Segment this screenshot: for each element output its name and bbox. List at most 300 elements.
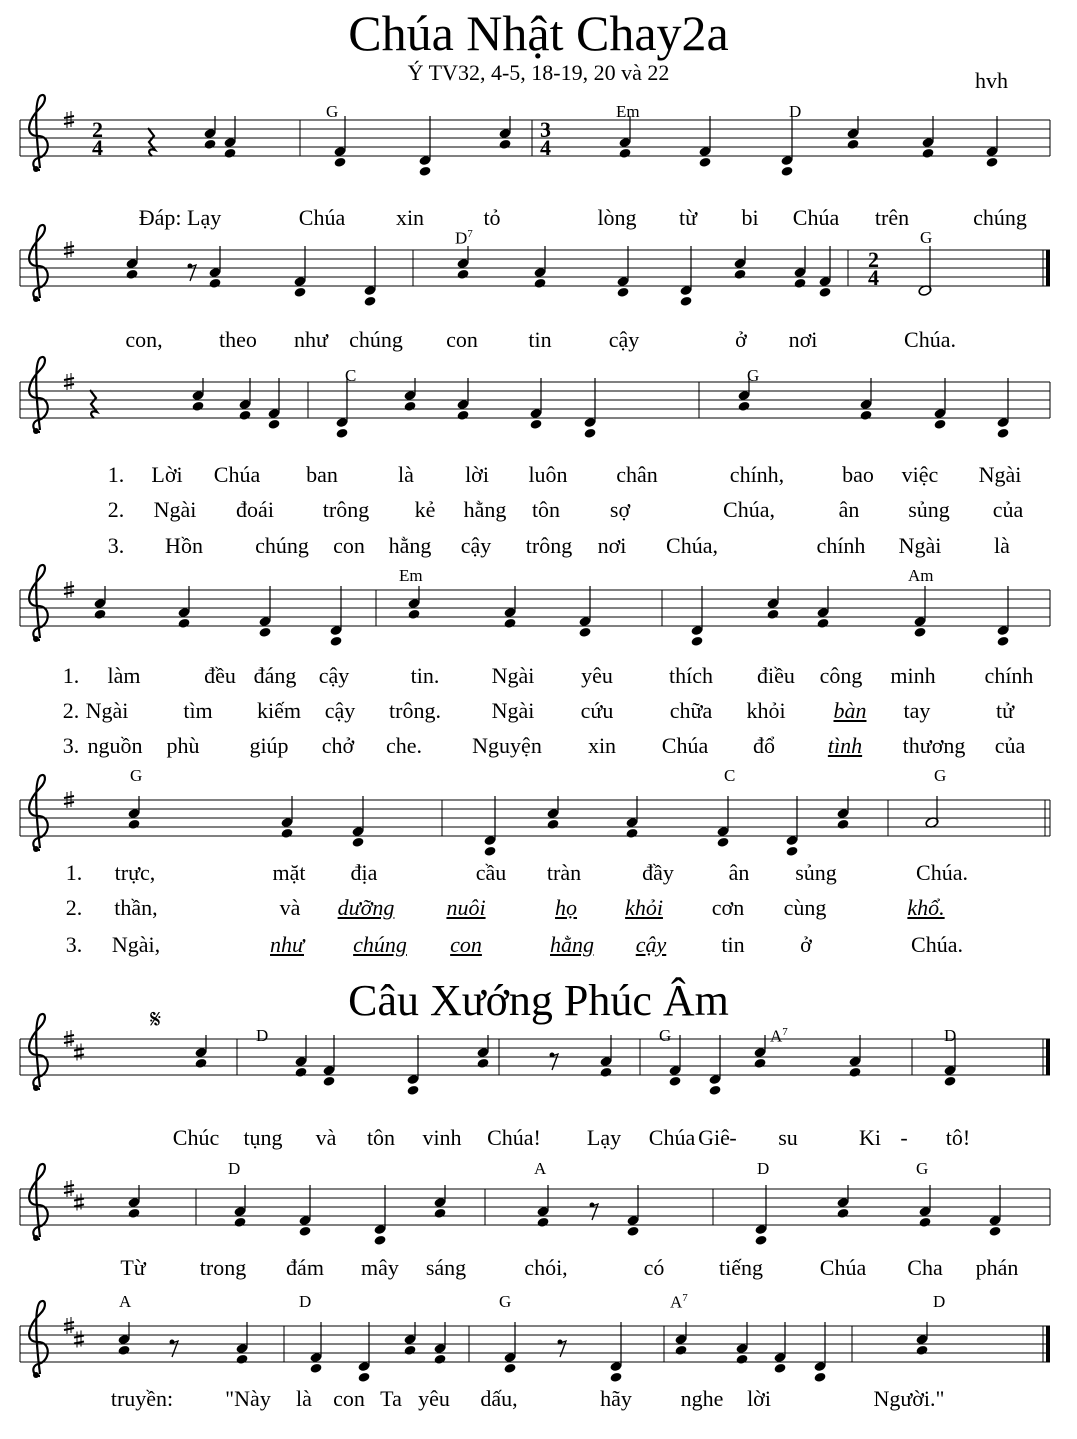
lyric-syllable: Ta (380, 1386, 402, 1411)
lyric-syllable: tô! (945, 1125, 971, 1150)
time-signature-denominator: 4 (540, 135, 551, 160)
treble-clef-stroke (29, 565, 48, 640)
sharp-bar (64, 802, 74, 804)
sharp-bar (74, 1199, 84, 1201)
lyric-syllable: 2. (65, 895, 83, 920)
lyric-syllable: 1. (62, 663, 80, 688)
lyric-syllable: Nguyện (472, 733, 542, 758)
lyric-syllable: giúp (249, 733, 289, 758)
lyric-syllable: mặt (272, 860, 306, 885)
lyric-syllable: bàn (833, 698, 867, 723)
lyric-syllable: tin (528, 327, 552, 352)
lyric-syllable: của (994, 733, 1026, 758)
lyric-syllable: việc (901, 462, 939, 487)
lyric-syllable: sáng (425, 1255, 467, 1280)
note-head (773, 1363, 786, 1374)
chord-symbol: G (659, 1026, 672, 1045)
note-head (846, 139, 859, 150)
lyric-syllable: Chúa (792, 205, 840, 230)
lyric-syllable: Chúa. (916, 860, 968, 885)
note-head (322, 1076, 335, 1087)
lyric-syllable: tỏ (483, 205, 501, 230)
lyric-syllable: dưỡng (337, 895, 395, 920)
lyric-syllable: Chúa (819, 1255, 867, 1280)
lyric-syllable: Ngài (85, 698, 129, 723)
lyric-syllable: chúng (353, 932, 407, 957)
lyric-syllable: sủng (795, 860, 837, 885)
lyric-syllable: nuôi (446, 895, 486, 920)
note-head (208, 278, 221, 289)
chord-symbol: D (933, 1292, 946, 1311)
lyric-syllable: 1. (65, 860, 83, 885)
lyric-syllable: là (398, 462, 414, 487)
lyric-syllable: bi (741, 205, 759, 230)
note-head (915, 1345, 928, 1356)
note-head (698, 157, 711, 168)
lyric-syllable: chính (816, 533, 866, 558)
note-head (599, 1067, 612, 1078)
note-head (988, 1226, 1001, 1237)
treble-clef-stroke (29, 95, 48, 170)
note-head (351, 837, 364, 848)
lyric-syllable: 3. (62, 733, 80, 758)
note-head (609, 1372, 622, 1383)
lyric-syllable: đầy (642, 860, 674, 885)
chord-symbol: C (724, 766, 736, 785)
lyric-syllable: tràn (546, 860, 582, 885)
lyric-syllable: Hồn (165, 533, 203, 558)
treble-clef-icon (29, 95, 48, 172)
sharp-bar (74, 1342, 84, 1344)
lyric-syllable: ban (306, 462, 338, 487)
sharp-bar (64, 122, 74, 124)
lyric-syllable: và (279, 895, 301, 920)
note-head (536, 1217, 549, 1228)
note-head (476, 1058, 489, 1069)
lyric-syllable: Từ (120, 1255, 146, 1280)
note-head (918, 1217, 931, 1228)
note-head (483, 846, 496, 857)
treble-clef-stroke (29, 775, 48, 850)
lyric-syllable: Chúa, (723, 497, 775, 522)
note-head (194, 1058, 207, 1069)
note-head (333, 157, 346, 168)
chord-symbol: D (757, 1159, 770, 1178)
chord-symbol: $A^7$ (670, 1292, 688, 1312)
lyric-syllable: Chúa (298, 205, 346, 230)
lyric-syllable: phù (166, 733, 200, 758)
lyric-syllable: chính (984, 663, 1034, 688)
chord-symbol: G (916, 1159, 929, 1178)
note-head (293, 287, 306, 298)
key-sharp-c-icon (74, 1194, 84, 1211)
sharp-bar (64, 384, 74, 386)
lyric-syllable: khỏi (746, 698, 786, 723)
note-head (258, 627, 271, 638)
note-head (335, 428, 348, 439)
note-head (546, 819, 559, 830)
note-head (985, 157, 998, 168)
note-head (238, 410, 251, 421)
lyric-syllable: bao (842, 462, 874, 487)
treble-clef-dot (33, 428, 39, 434)
treble-clef-stroke (29, 1301, 48, 1376)
note-head (418, 166, 431, 177)
lyric-syllable: chúng (255, 533, 309, 558)
lyric-syllable: đổ (753, 733, 775, 758)
lyric-syllable: tay (903, 698, 931, 723)
final-barline-thick (1046, 1326, 1050, 1362)
note-head (280, 828, 293, 839)
note-head (191, 401, 204, 412)
note-head (813, 1372, 826, 1383)
chord-symbol: Em (616, 102, 640, 121)
sharp-bar (74, 1205, 84, 1207)
treble-clef-icon (29, 1164, 48, 1241)
lyric-syllable: như (294, 327, 328, 352)
lyric-syllable: phán (975, 1255, 1019, 1280)
lyric-syllable: điều (757, 663, 795, 688)
lyric-syllable: chữa (669, 698, 713, 723)
lyric-syllable: cầu (475, 860, 507, 885)
lyric-syllable: tìm (183, 698, 213, 723)
note-head (127, 819, 140, 830)
note-head (668, 1076, 681, 1087)
lyric-syllable: 1. (107, 462, 125, 487)
lyric-syllable: che. (385, 733, 423, 758)
lyric-syllable: trông (322, 497, 370, 522)
lyric-syllable: dấu, (480, 1386, 518, 1411)
lyric-syllable: cùng (783, 895, 827, 920)
note-head (674, 1345, 687, 1356)
lyric-syllable: Đáp: Lạy (138, 205, 222, 230)
note-head (836, 1208, 849, 1219)
note-head (433, 1208, 446, 1219)
lyric-syllable: 3. (65, 932, 83, 957)
chord-symbol: D (789, 102, 802, 121)
note-head (943, 1076, 956, 1087)
section-title: Câu Xướng Phúc Âm (348, 976, 729, 1025)
lyric-syllable: cậy (460, 533, 492, 558)
author-initials: hvh (975, 68, 1008, 93)
lyric-syllable: kiếm (257, 698, 301, 723)
sharp-bar (64, 252, 74, 254)
lyric-syllable: Cha (907, 1255, 943, 1280)
note-head (583, 428, 596, 439)
lyric-syllable: Chúa. (911, 932, 963, 957)
note-head (716, 837, 729, 848)
note-head (816, 618, 829, 629)
lyric-syllable: hằng (463, 497, 507, 522)
chord-symbol: $A^7$ (770, 1026, 788, 1046)
treble-clef-dot (33, 1372, 39, 1378)
lyric-syllable: chân (616, 462, 658, 487)
lyric-syllable: tử (995, 698, 1015, 723)
lyric-syllable: ân (838, 497, 860, 522)
lyric-syllable: Chúa! (487, 1125, 541, 1150)
lyric-syllable: đều (204, 663, 236, 688)
note-head (818, 287, 831, 298)
lyric-syllable: Ngài (491, 698, 535, 723)
sharp-bar (64, 1035, 74, 1037)
lyric-syllable: Lạy (586, 1125, 622, 1150)
lyric-syllable: tình (827, 733, 863, 758)
time-signature-numerator: 2 (868, 247, 879, 272)
lyric-syllable: tiếng (719, 1255, 763, 1280)
note-head (363, 296, 376, 307)
lyric-syllable: Lời (151, 462, 183, 487)
note-head (298, 1226, 311, 1237)
treble-clef-stroke (29, 357, 48, 432)
quarter-rest-icon (148, 128, 155, 156)
lyric-syllable: cậy (324, 698, 356, 723)
lyric-syllable: Chúa (661, 733, 709, 758)
lyric-syllable: ở (800, 932, 812, 957)
note-head (503, 1363, 516, 1374)
note-head (93, 609, 106, 620)
lyric-syllable: nghe (680, 1386, 724, 1411)
note-head (403, 401, 416, 412)
note-head (690, 636, 703, 647)
key-sharp-c-icon (74, 1331, 84, 1348)
note-head (294, 1067, 307, 1078)
treble-clef-dot (33, 846, 39, 852)
lyric-syllable: làm (107, 663, 141, 688)
lyric-syllable: tin. (410, 663, 440, 688)
note-head (921, 148, 934, 159)
note-head (754, 1235, 767, 1246)
sharp-bar (64, 1191, 74, 1193)
treble-clef-dot (33, 1085, 39, 1091)
note-head (737, 401, 750, 412)
lyric-syllable: lời (465, 462, 489, 487)
note-head (708, 1085, 721, 1096)
lyric-syllable: Chúc (172, 1125, 220, 1150)
lyric-syllable: xin (587, 733, 617, 758)
lyric-syllable: 2. (107, 497, 125, 522)
lyric-syllable: Ngài (978, 462, 1022, 487)
treble-clef-stroke (29, 1164, 48, 1239)
lyric-syllable: con (333, 1386, 365, 1411)
final-barline-thick (1046, 1039, 1050, 1075)
treble-clef-icon (29, 775, 48, 852)
note-head (679, 296, 692, 307)
lyric-syllable: thần, (114, 895, 158, 920)
lyric-syllable: Chúa, (666, 533, 718, 558)
lyric-syllable: kẻ (414, 497, 436, 522)
lyric-syllable: - (729, 1125, 737, 1150)
lyric-syllable: Giê (698, 1125, 730, 1150)
lyric-syllable: chúng (349, 327, 403, 352)
lyric-syllable: chúng (973, 205, 1027, 230)
sharp-bar (64, 1041, 74, 1043)
time-signature-denominator: 4 (92, 135, 103, 160)
chord-symbol: G (326, 102, 339, 121)
lyric-syllable: con (333, 533, 365, 558)
lyric-syllable: đám (286, 1255, 324, 1280)
note-head (785, 846, 798, 857)
lyric-syllable: cứu (580, 698, 614, 723)
note-head (456, 269, 469, 280)
treble-clef-dot (33, 636, 39, 642)
chord-symbol: D (228, 1159, 241, 1178)
chord-symbol: G (130, 766, 143, 785)
note-head (533, 278, 546, 289)
sharp-bar (64, 796, 74, 798)
lyric-syllable: họ (555, 895, 577, 920)
lyric-syllable: hãy (600, 1386, 632, 1411)
lyric-syllable: "Này (225, 1386, 271, 1411)
note-head (529, 419, 542, 430)
lyric-syllable: tin (721, 932, 745, 957)
lyric-syllable: ân (728, 860, 750, 885)
lyric-syllable: xin (395, 205, 425, 230)
sharp-bar (64, 116, 74, 118)
note-head (373, 1235, 386, 1246)
lyric-syllable: Chúa (213, 462, 261, 487)
lyric-syllable: chói, (524, 1255, 568, 1280)
note-head (403, 1345, 416, 1356)
lyric-syllable: có (643, 1255, 665, 1280)
note-head (233, 1217, 246, 1228)
lyric-syllable: vinh (422, 1125, 462, 1150)
lyric-syllable: Người." (873, 1386, 945, 1411)
treble-clef-dot (33, 296, 39, 302)
note-head (406, 1085, 419, 1096)
note-head (618, 148, 631, 159)
lyric-syllable: chở (321, 733, 355, 758)
lyric-syllable: Chúa (648, 1125, 696, 1150)
sharp-bar (64, 1322, 74, 1324)
note-head (625, 828, 638, 839)
chord-symbol: Em (399, 566, 423, 585)
time-signature-numerator: 3 (540, 117, 551, 142)
lyric-syllable: - (900, 1125, 908, 1150)
lyric-syllable: trong (199, 1255, 247, 1280)
lyric-syllable: thương (902, 733, 966, 758)
note-head (626, 1226, 639, 1237)
note-head (996, 636, 1009, 647)
lyric-syllable: yêu (581, 663, 613, 688)
note-head (836, 819, 849, 830)
note-head (407, 609, 420, 620)
key-sharp-c-icon (74, 1044, 84, 1061)
note-head (933, 419, 946, 430)
lyric-syllable: tôn (366, 1125, 396, 1150)
lyric-syllable: khổ. (907, 895, 945, 920)
sharp-bar (64, 378, 74, 380)
chord-symbol: D (299, 1292, 312, 1311)
note-head (766, 609, 779, 620)
sharp-bar (74, 1336, 84, 1338)
segno-icon: 𝄋 (150, 1005, 162, 1035)
sharp-bar (64, 1328, 74, 1330)
sharp-bar (64, 592, 74, 594)
lyric-syllable: địa (350, 860, 378, 885)
lyric-syllable: trông. (389, 698, 441, 723)
lyric-syllable: 2. (62, 698, 80, 723)
note-head (793, 278, 806, 289)
chord-symbol: D (256, 1026, 269, 1045)
lyric-syllable: và (315, 1125, 337, 1150)
chord-symbol: G (934, 766, 947, 785)
lyric-syllable: Ki (859, 1125, 881, 1150)
treble-clef-icon (29, 565, 48, 642)
lyric-syllable: hằng (388, 533, 432, 558)
lyric-syllable: su (778, 1125, 798, 1150)
lyric-syllable: tụng (243, 1125, 283, 1150)
lyric-syllable: đoái (236, 497, 274, 522)
final-barline-thick (1046, 250, 1050, 286)
treble-clef-dot (33, 1235, 39, 1241)
lyric-syllable: đáng (253, 663, 297, 688)
chord-symbol: $D^7$ (455, 228, 473, 248)
lyric-syllable: là (994, 533, 1010, 558)
lyric-syllable: nơi (788, 327, 818, 352)
chord-symbol: G (499, 1292, 512, 1311)
lyric-syllable: cơn (711, 895, 745, 920)
lyric-syllable: con (450, 932, 482, 957)
lyric-syllable: Ngài, (111, 932, 161, 957)
chord-symbol: D (944, 1026, 957, 1045)
note-head (203, 139, 216, 150)
sharp-bar (64, 246, 74, 248)
note-head (177, 618, 190, 629)
lyric-syllable: con, (125, 327, 163, 352)
note-head (125, 269, 138, 280)
sharp-bar (74, 1055, 84, 1057)
lyric-syllable: tôn (531, 497, 561, 522)
note-head (433, 1354, 446, 1365)
lyric-syllable: mây (361, 1255, 399, 1280)
note-head (117, 1345, 130, 1356)
lyric-syllable: lời (747, 1386, 771, 1411)
lyric-syllable: ở (735, 327, 747, 352)
note-head (996, 428, 1009, 439)
lyric-syllable: luôn (528, 462, 568, 487)
lyric-syllable: Ngài (898, 533, 942, 558)
lyric-syllable: nguồn (87, 733, 143, 758)
lyric-syllable: yêu (418, 1386, 450, 1411)
lyric-syllable: trực, (114, 860, 156, 885)
lyric-syllable: minh (890, 663, 936, 688)
note-head (780, 166, 793, 177)
note-head (223, 148, 236, 159)
quarter-rest-icon (90, 390, 97, 418)
lyric-syllable: là (296, 1386, 312, 1411)
note-head (127, 1208, 140, 1219)
treble-clef-dot (33, 166, 39, 172)
time-signature-numerator: 2 (92, 117, 103, 142)
lyric-syllable: chính, (729, 462, 785, 487)
lyric-syllable: khỏi (625, 895, 663, 920)
treble-clef-icon (29, 1301, 48, 1378)
lyric-syllable: truyền: (110, 1386, 174, 1411)
note-head (616, 287, 629, 298)
note-head (498, 139, 511, 150)
chord-symbol: C (345, 366, 357, 385)
note-head (913, 627, 926, 638)
lyric-syllable: trông (525, 533, 573, 558)
lyric-syllable: cậy (635, 932, 667, 957)
lyric-syllable: sợ (609, 497, 631, 522)
lyric-syllable: sủng (908, 497, 950, 522)
chord-symbol: A (119, 1292, 132, 1311)
note-head (235, 1354, 248, 1365)
note-head (309, 1363, 322, 1374)
lyric-syllable: lòng (597, 205, 637, 230)
note-head (267, 419, 280, 430)
